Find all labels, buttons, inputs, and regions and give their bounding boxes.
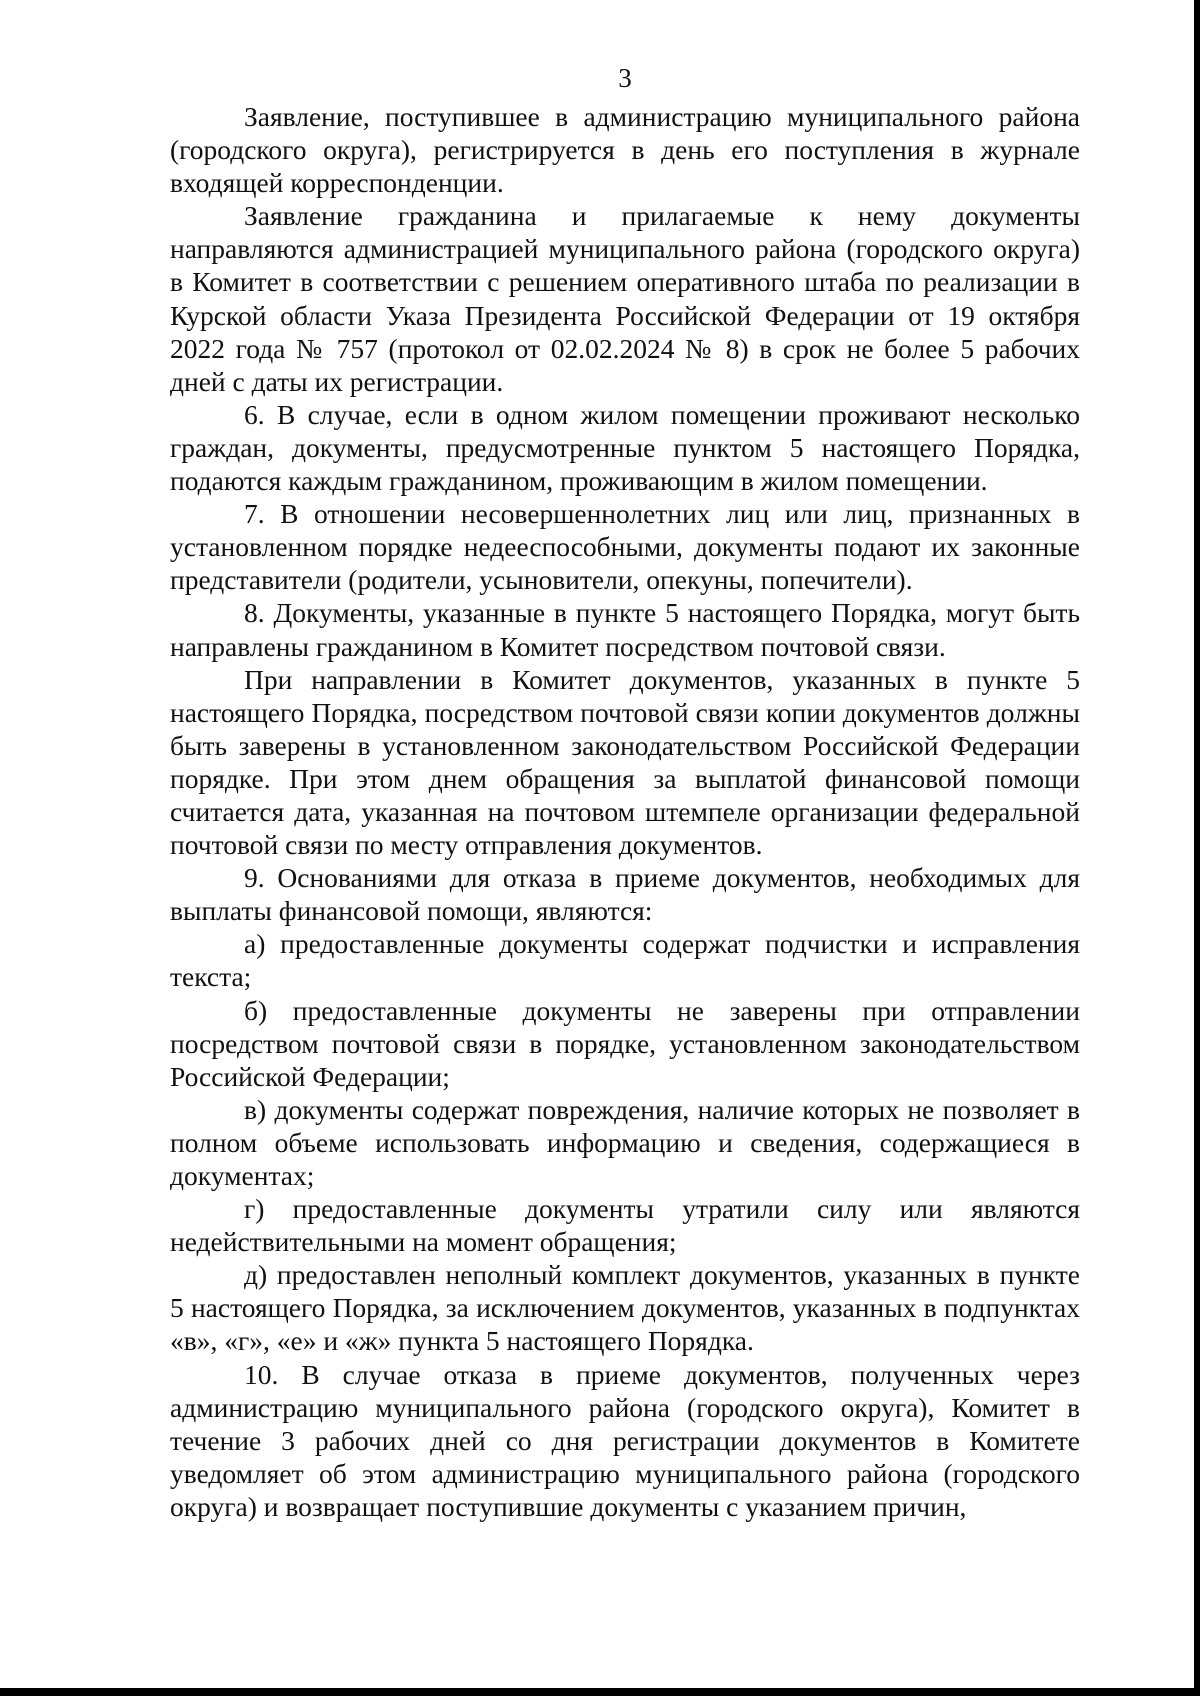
scan-edge-bottom	[0, 1688, 1200, 1696]
paragraph-application-registration: Заявление, поступившее в администрацию муниципального района (городского округа), регистрируется в день его поступления в журнале входящей корреспонденции.	[170, 101, 1080, 199]
paragraph-item-9: 9. Основаниями для отказа в приеме документов, необходимых для выплаты финансовой помощи, являются:	[170, 862, 1080, 927]
document-page	[170, 58, 1080, 1523]
paragraph-subitem-a: а) предоставленные документы содержат подчистки и исправления текста;	[170, 928, 1080, 993]
page-number: 3	[618, 63, 632, 93]
paragraph-subitem-d: д) предоставлен неполный комплект документов, указанных в пункте 5 настоящего Порядка, за исключением документов, указанных в подпунктах «в», «г», «е» и «ж» пункта 5 настоящего Порядка.	[170, 1259, 1080, 1357]
paragraph-subitem-v: в) документы содержат повреждения, наличие которых не позволяет в полном объеме использовать информацию и сведения, содержащиеся в документах;	[170, 1093, 1080, 1191]
paragraph-subitem-g: г) предоставленные документы утратили силу или являются недействительными на момент обращения;	[170, 1193, 1080, 1258]
scan-edge-right	[1194, 0, 1200, 1696]
paragraph-documents-forwarding: Заявление гражданина и прилагаемые к нему документы направляются администрацией муниципального района (городского округа) в Комитет в соответствии с решением оперативного штаба по реализации в Курской области Указа Президента Российской Федерации от 19 октября 2022 года № 757 (протокол от 02.02.2024 № 8) в срок не более 5 рабочих дней с даты их регистрации.	[170, 200, 1080, 397]
paragraph-item-8: 8. Документы, указанные в пункте 5 настоящего Порядка, могут быть направлены гражданином в Комитет посредством почтовой связи.	[170, 597, 1080, 662]
paragraph-item-10: 10. В случае отказа в приеме документов, полученных через администрацию муниципального района (городского округа), Комитет в течение 3 рабочих дней со дня регистрации документов в Комитете уведомляет об этом администрацию муниципального района (городского округа) и возвращает поступившие документы с указанием причин,	[170, 1358, 1080, 1522]
paragraph-postal-submission: При направлении в Комитет документов, указанных в пункте 5 настоящего Порядка, посредством почтовой связи копии документов должны быть заверены в установленном законодательством Российской Федерации порядке. При этом днем обращения за выплатой финансовой помощи считается дата, указанная на почтовом штемпеле организации федеральной почтовой связи по месту отправления документов.	[170, 663, 1080, 861]
paragraph-subitem-b: б) предоставленные документы не заверены при отправлении посредством почтовой связи в порядке, установленном законодательством Российской Федерации;	[170, 994, 1080, 1092]
paragraph-item-7: 7. В отношении несовершеннолетних лиц или лиц, признанных в установленном порядке недееспособными, документы подают их законные представители (родители, усыновители, опекуны, попечители).	[170, 498, 1080, 596]
paragraph-item-6: 6. В случае, если в одном жилом помещении проживают несколько граждан, документы, предусмотренные пунктом 5 настоящего Порядка, подаются каждым гражданином, проживающим в жилом помещении.	[170, 398, 1080, 497]
